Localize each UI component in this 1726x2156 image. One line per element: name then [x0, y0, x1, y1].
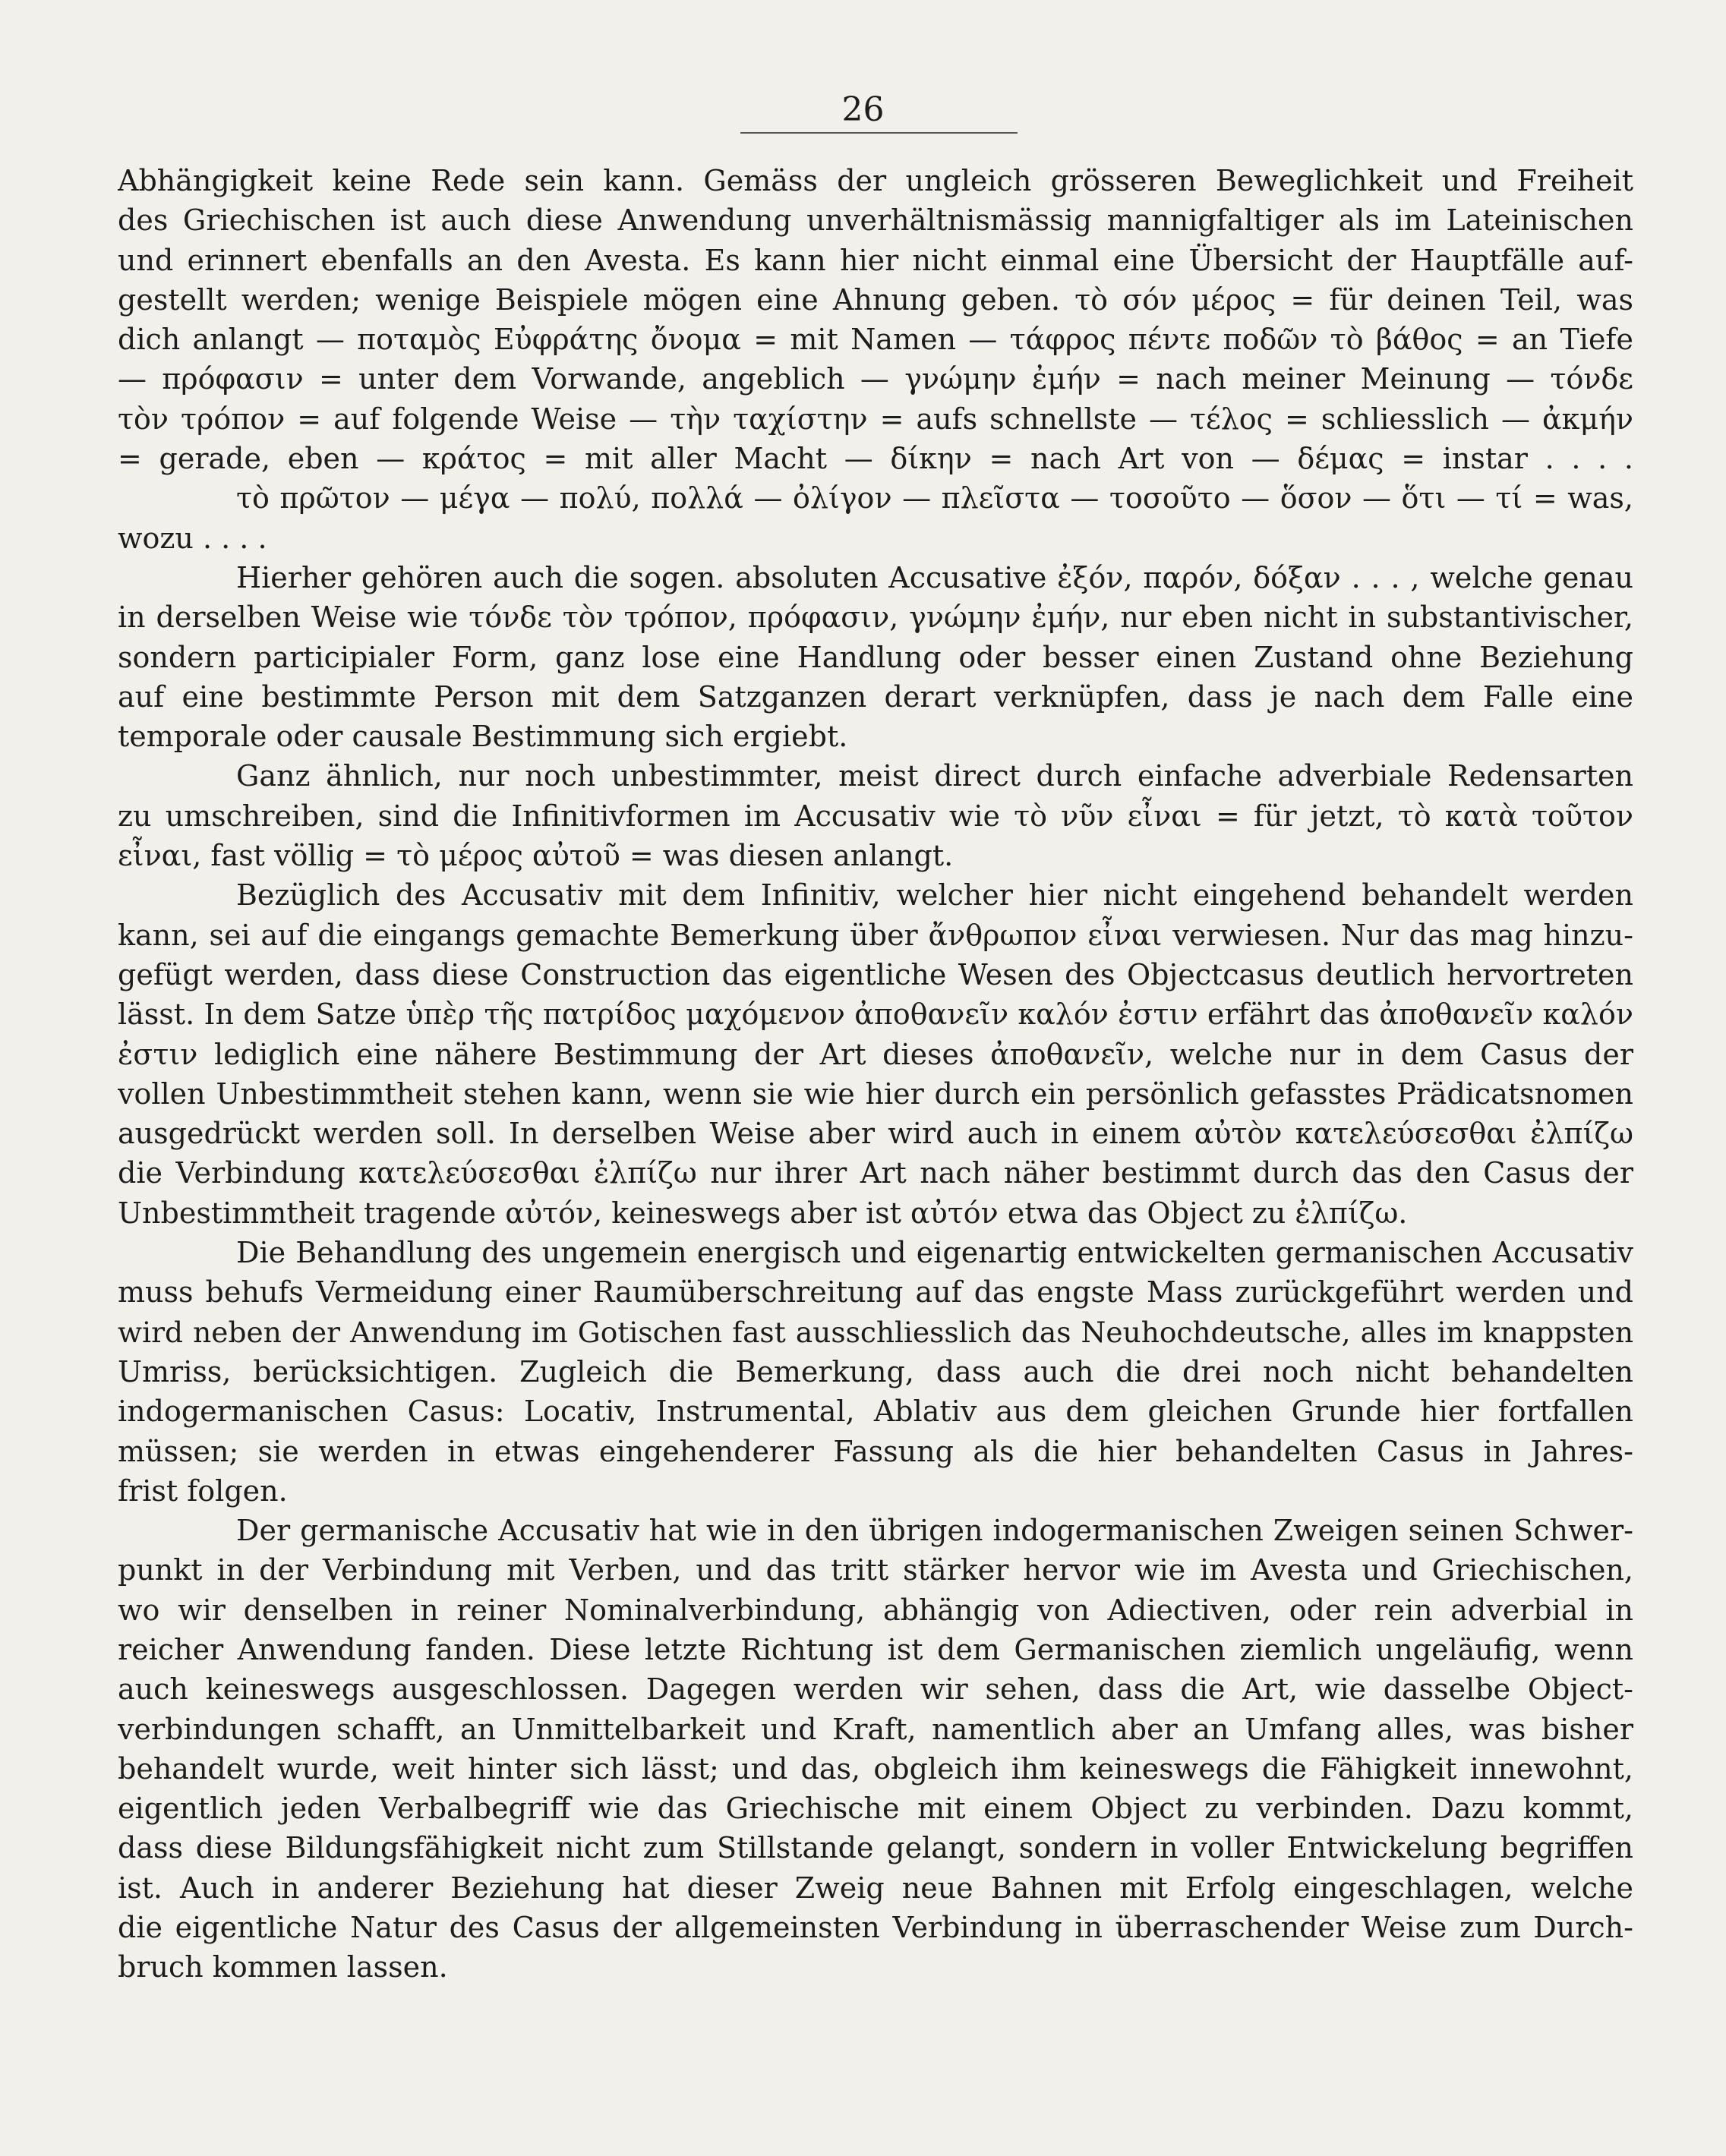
- text-line: punkt in der Verbindung mit Verben, und das tritt stärker hervor wie im Avesta und Griechischen,: [118, 1553, 1633, 1587]
- text-line: Umriss, berücksichtigen. Zugleich die Bemerkung, dass auch die drei noch nicht behandelten: [118, 1354, 1633, 1388]
- text-line: müssen; sie werden in etwas eingehenderer Fassung als die hier behandelten Casus in Jahres-: [118, 1434, 1633, 1468]
- text-line: des Griechischen ist auch diese Anwendung unverhältnismässig mannigfaltiger als im Lateinischen: [118, 203, 1633, 238]
- text-line: vollen Unbestimmtheit stehen kann, wenn sie wie hier durch ein persönlich gefasstes Prädicatsnomen: [118, 1076, 1633, 1111]
- text-line: eigentlich jeden Verbalbegriff wie das Griechische mit einem Object zu verbinden. Dazu kommt,: [118, 1792, 1633, 1826]
- text-line: ausgedrückt werden soll. In derselben Weise aber wird auch in einem αὐτὸν κατελεύσεσθαι ἐλπίζω: [118, 1117, 1633, 1151]
- text-line: τὸν τρόπον = auf folgende Weise — τὴν ταχίστην = aufs schnellste — τέλος = schliesslich — ἀκμήν: [118, 402, 1633, 436]
- text-line: Unbestimmtheit tragende αὐτόν, keineswegs aber ist αὐτόν etwa das Object zu ἐλπίζω.: [118, 1196, 1408, 1230]
- text-line: auch keineswegs ausgeschlossen. Dagegen werden wir sehen, dass die Art, wie dasselbe Object-: [118, 1672, 1633, 1707]
- page-number-rule: [740, 132, 1018, 134]
- text-line: dich anlangt — ποταμὸς Εὐφράτης ὄνομα = mit Namen — τάφρος πέντε ποδῶν τὸ βάθος = an Tiefe: [118, 323, 1633, 357]
- text-line: frist folgen.: [118, 1474, 288, 1508]
- text-line: lässt. In dem Satze ὑπὲρ τῆς πατρίδος μαχόμενον ἀποθανεῖν καλόν ἐστιν erfährt das ἀποθανεῖν καλόν: [118, 998, 1633, 1032]
- text-line: bruch kommen lassen.: [118, 1950, 448, 1984]
- text-line: ἐστιν lediglich eine nähere Bestimmung der Art dieses ἀποθανεῖν, welche nur in dem Casus der: [118, 1037, 1633, 1071]
- text-line: die Verbindung κατελεύσεσθαι ἐλπίζω nur ihrer Art nach näher bestimmt durch das den Casus der: [118, 1156, 1633, 1190]
- text-line: wo wir denselben in reiner Nominalverbindung, abhängig von Adiectiven, oder rein adverbial in: [118, 1593, 1633, 1627]
- text-line: gefügt werden, dass diese Construction das eigentliche Wesen des Objectcasus deutlich hervortreten: [118, 957, 1633, 991]
- text-line: = gerade, eben — κράτος = mit aller Macht — δίκην = nach Art von — δέμας = instar . . . .: [118, 442, 1633, 476]
- text-line: τὸ πρῶτον — μέγα — πολύ, πολλά — ὀλίγον — πλεῖστα — τοσοῦτο — ὅσον — ὅτι — τί = was,: [236, 481, 1633, 515]
- text-line: wird neben der Anwendung im Gotischen fast ausschliesslich das Neuhochdeutsche, alles im knappsten: [118, 1315, 1633, 1349]
- text-line: temporale oder causale Bestimmung sich ergiebt.: [118, 720, 848, 754]
- page-number: 26: [841, 90, 885, 129]
- text-line: verbindungen schafft, an Unmittelbarkeit und Kraft, namentlich aber an Umfang alles, was bisher: [118, 1712, 1633, 1746]
- text-line: εἶναι, fast völlig = τὸ μέρος αὐτοῦ = was diesen anlangt.: [118, 839, 954, 873]
- text-line: Abhängigkeit keine Rede sein kann. Gemäss der ungleich grösseren Beweglichkeit und Freiheit: [118, 164, 1633, 197]
- body-text: [118, 161, 1633, 1987]
- text-line: muss behufs Vermeidung einer Raumüberschreitung auf das engste Mass zurückgeführt werden und: [118, 1275, 1633, 1310]
- text-line: Bezüglich des Accusativ mit dem Infinitiv, welcher hier nicht eingehend behandelt werden: [236, 878, 1633, 913]
- text-line: und erinnert ebenfalls an den Avesta. Es kann hier nicht einmal eine Übersicht der Hauptfälle auf-: [118, 243, 1633, 277]
- text-line: dass diese Bildungsfähigkeit nicht zum Stillstande gelangt, sondern in voller Entwickelung begriffen: [118, 1831, 1633, 1865]
- text-line: Ganz ähnlich, nur noch unbestimmter, meist direct durch einfache adverbiale Redensarten: [236, 759, 1633, 793]
- text-line: Hierher gehören auch die sogen. absoluten Accusative ἐξόν, παρόν, δόξαν . . . , welche genau: [236, 560, 1633, 594]
- text-line: Die Behandlung des ungemein energisch und eigenartig entwickelten germanischen Accusativ: [236, 1236, 1633, 1270]
- text-line: die eigentliche Natur des Casus der allgemeinsten Verbindung in überraschender Weise zum Durch-: [118, 1911, 1633, 1945]
- text-line: zu umschreiben, sind die Infinitivformen im Accusativ wie τὸ νῦν εἶναι = für jetzt, τὸ κατὰ τοῦτον: [118, 799, 1633, 833]
- text-line: indogermanischen Casus: Locativ, Instrumental, Ablativ aus dem gleichen Grunde hier fortfallen: [118, 1395, 1633, 1429]
- text-line: kann, sei auf die eingangs gemachte Bemerkung über ἄνθρωπον εἶναι verwiesen. Nur das mag hinzu-: [118, 918, 1633, 952]
- text-line: sondern participialer Form, ganz lose eine Handlung oder besser einen Zustand ohne Beziehung: [118, 640, 1633, 674]
- text-line: in derselben Weise wie τόνδε τὸν τρόπον, πρόφασιν, γνώμην ἐμήν, nur eben nicht in substantivischer,: [118, 600, 1633, 635]
- text-line: ist. Auch in anderer Beziehung hat dieser Zweig neue Bahnen mit Erfolg eingeschlagen, welche: [118, 1871, 1633, 1905]
- text-line: gestellt werden; wenige Beispiele mögen eine Ahnung geben. τὸ σόν μέρος = für deinen Teil, was: [118, 282, 1633, 317]
- text-line: wozu . . . .: [118, 521, 267, 555]
- text-line: Der germanische Accusativ hat wie in den übrigen indogermanischen Zweigen seinen Schwer-: [236, 1514, 1633, 1548]
- text-line: reicher Anwendung fanden. Diese letzte Richtung ist dem Germanischen ziemlich ungeläufig, wenn: [118, 1632, 1633, 1666]
- text-line: behandelt wurde, weit hinter sich lässt; und das, obgleich ihm keineswegs die Fähigkeit innewohnt,: [118, 1751, 1633, 1786]
- text-line: — πρόφασιν = unter dem Vorwande, angeblich — γνώμην ἐμήν = nach meiner Meinung — τόνδε: [118, 362, 1633, 396]
- text-line: auf eine bestimmte Person mit dem Satzganzen derart verknüpfen, dass je nach dem Falle eine: [118, 679, 1633, 714]
